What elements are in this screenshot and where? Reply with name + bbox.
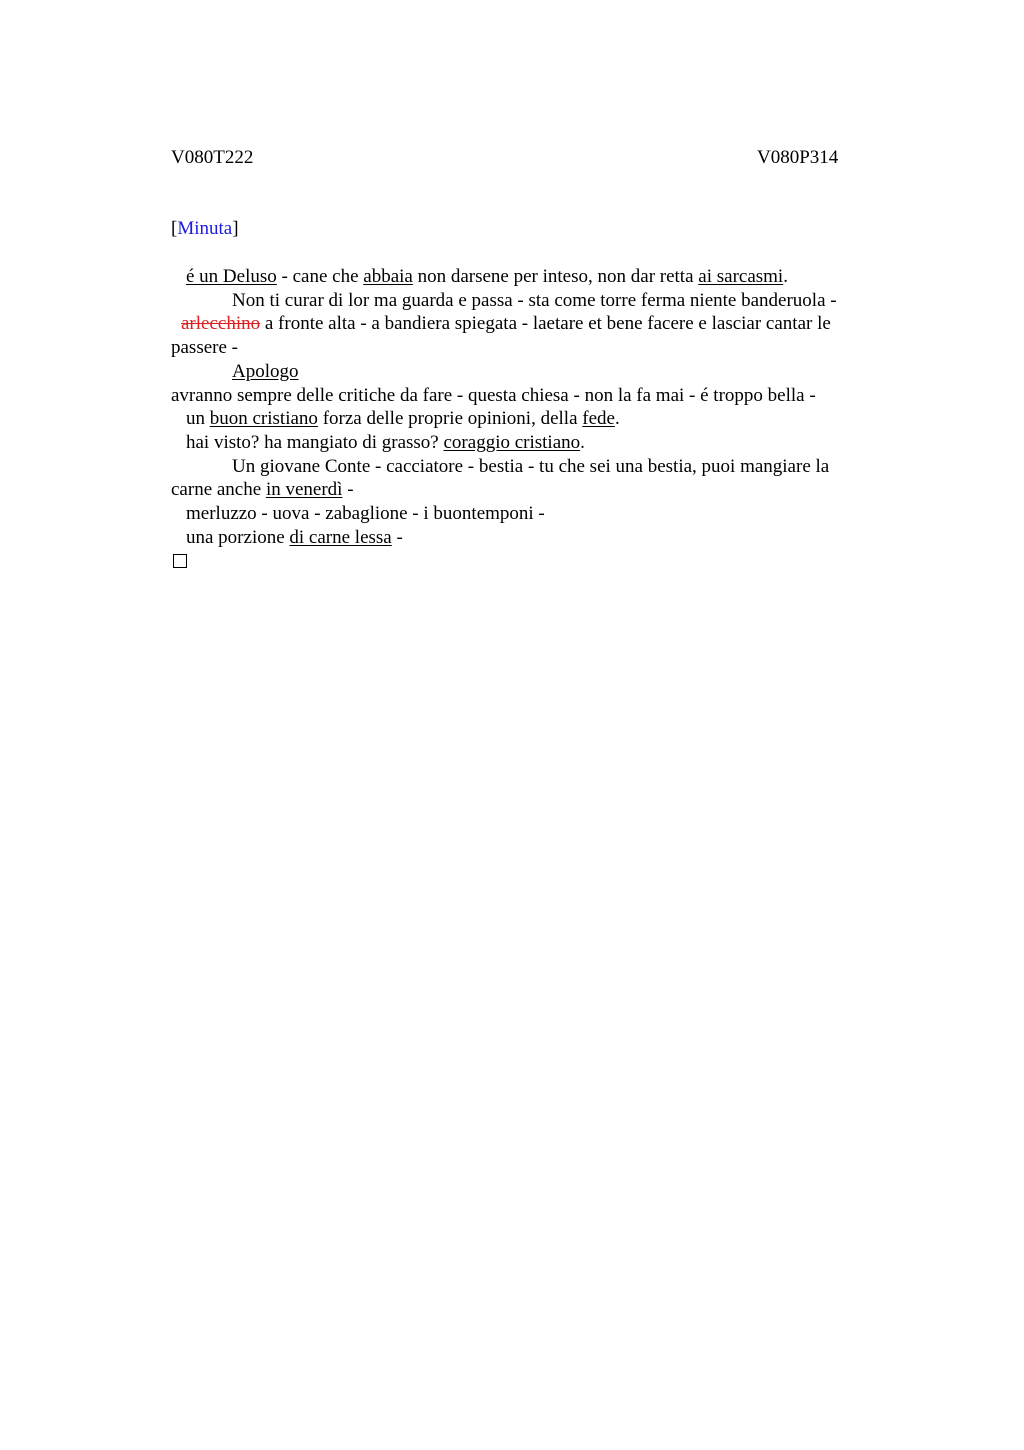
document-code-left: V080T222 [171, 147, 254, 168]
text-line-9: Un giovane Conte - cacciatore - bestia - tu che sei una bestia, puoi mangiare la [232, 455, 830, 477]
underlined-phrase: in venerdì [265, 479, 343, 501]
underlined-heading: Apologo [232, 360, 299, 382]
text-line-7 [171, 407, 911, 431]
text-line-10 [171, 478, 911, 502]
text-span: forza delle proprie opinioni, della [317, 408, 583, 430]
text-line-5 [171, 360, 911, 384]
underlined-phrase: fede [582, 408, 615, 430]
text-line-4: passere - [171, 337, 238, 359]
deleted-word: arlecchino [181, 313, 261, 335]
text-span: a fronte alta - a bandiera spiegata - laetare et bene facere e lasciar cantar le [260, 313, 831, 335]
underlined-phrase: ai sarcasmi [698, 266, 784, 287]
text-line-6: avranno sempre delle critiche da fare - questa chiesa - non la fa mai - é troppo bella - [171, 384, 816, 406]
text-span: . [614, 408, 620, 430]
end-marker-box-icon [173, 554, 187, 568]
underlined-phrase: buon cristiano [209, 408, 318, 430]
text-span: un [186, 408, 210, 430]
underlined-phrase: é un Deluso [186, 266, 277, 287]
text-span: - [342, 479, 354, 501]
section-label-text: Minuta [177, 218, 233, 239]
section-label [171, 218, 239, 240]
text-span: - [391, 526, 403, 548]
text-span: una porzione [186, 526, 290, 548]
underlined-phrase: coraggio cristiano [443, 431, 581, 453]
text-line-3 [171, 312, 911, 336]
text-span: . [783, 266, 788, 287]
document-code-right: V080P314 [757, 147, 839, 168]
text-span: - cane che [276, 266, 364, 287]
text-span: carne anche [171, 479, 266, 501]
text-span: non darsene per inteso, non dar retta [412, 266, 699, 287]
underlined-phrase: abbaia [363, 266, 413, 287]
underlined-phrase: di carne lessa [289, 526, 392, 548]
text-line-2: Non ti curar di lor ma guarda e passa - sta come torre ferma niente banderuola - [232, 289, 837, 311]
close-bracket: ] [232, 218, 239, 239]
text-line-11: merluzzo - uova - zabaglione - i buontemponi - [186, 503, 545, 525]
manuscript-text [171, 265, 911, 568]
text-line-1 [171, 265, 911, 289]
open-bracket: [ [171, 218, 178, 239]
text-span: hai visto? ha mangiato di grasso? [186, 431, 444, 453]
text-line-8 [171, 431, 911, 455]
text-span: . [580, 431, 585, 453]
text-line-12 [171, 526, 911, 550]
